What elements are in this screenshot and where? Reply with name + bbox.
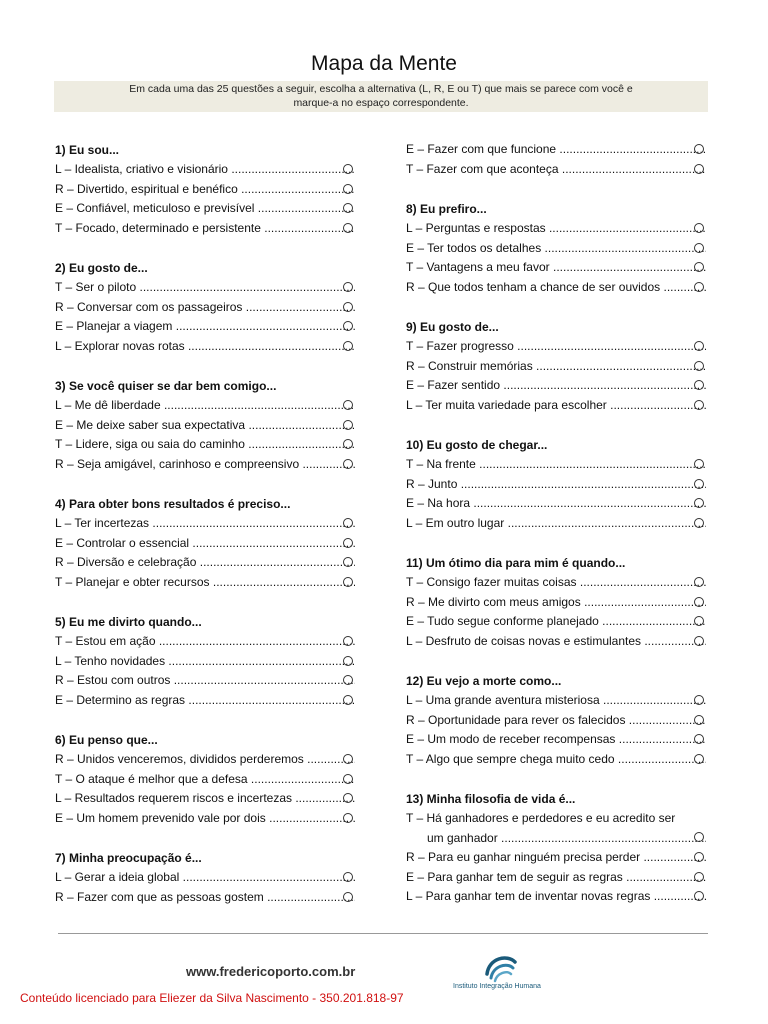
license-notice: Conteúdo licenciado para Eliezer da Silva Nascimento - 350.201.818-97 bbox=[20, 991, 404, 1005]
answer-option-label: R – Para eu ganhar ninguém precisa perder ..... bbox=[406, 848, 706, 868]
answer-option-label: R – Construir memórias ..... bbox=[406, 357, 706, 377]
wave-logo-icon bbox=[481, 948, 521, 984]
radio-circle-icon[interactable] bbox=[343, 400, 353, 410]
answer-option[interactable] bbox=[406, 711, 706, 731]
answer-option-label: E – Na hora ..... bbox=[406, 494, 706, 514]
radio-circle-icon[interactable] bbox=[343, 538, 353, 548]
answer-option[interactable] bbox=[406, 258, 706, 278]
answer-option-label: E – Fazer com que funcione ..... bbox=[406, 140, 706, 160]
radio-circle-icon[interactable] bbox=[694, 479, 704, 489]
answer-option-label: T – Estou em ação ..... bbox=[55, 632, 355, 652]
radio-circle-icon[interactable] bbox=[694, 891, 704, 901]
answer-option[interactable] bbox=[55, 553, 355, 573]
radio-circle-icon[interactable] bbox=[343, 420, 353, 430]
answer-option[interactable] bbox=[406, 455, 706, 475]
question-heading: 9) Eu gosto de... bbox=[406, 320, 499, 334]
answer-option[interactable] bbox=[55, 199, 355, 219]
radio-circle-icon[interactable] bbox=[343, 459, 353, 469]
answer-option-label: L – Em outro lugar ..... bbox=[406, 514, 706, 534]
logo-caption: Instituto Integração Humana bbox=[453, 983, 541, 990]
radio-circle-icon[interactable] bbox=[694, 223, 704, 233]
answer-option[interactable] bbox=[55, 219, 355, 239]
radio-circle-icon[interactable] bbox=[694, 577, 704, 587]
answer-option[interactable] bbox=[406, 612, 706, 632]
answer-option-label: R – Seja amigável, carinhoso e compreensivo ..... bbox=[55, 455, 355, 475]
answer-option-label: E – Controlar o essencial ..... bbox=[55, 534, 355, 554]
answer-option[interactable] bbox=[55, 455, 355, 475]
answer-option-label: L – Ter muita variedade para escolher ..... bbox=[406, 396, 706, 416]
answer-option[interactable] bbox=[406, 357, 706, 377]
radio-circle-icon[interactable] bbox=[343, 774, 353, 784]
radio-circle-icon[interactable] bbox=[694, 597, 704, 607]
radio-circle-icon[interactable] bbox=[694, 243, 704, 253]
answer-option[interactable] bbox=[55, 317, 355, 337]
radio-circle-icon[interactable] bbox=[343, 341, 353, 351]
answer-option[interactable] bbox=[406, 376, 706, 396]
spacer bbox=[406, 533, 706, 553]
answer-option-label: R – Conversar com os passageiros ..... bbox=[55, 298, 355, 318]
radio-circle-icon[interactable] bbox=[694, 715, 704, 725]
answer-option-label: T – Algo que sempre chega muito cedo ..... bbox=[406, 750, 706, 770]
question-heading: 1) Eu sou... bbox=[55, 143, 120, 157]
answer-option[interactable] bbox=[406, 475, 706, 495]
radio-circle-icon[interactable] bbox=[343, 557, 353, 567]
answer-option-label: L – Perguntas e respostas ..... bbox=[406, 219, 706, 239]
answer-option-label: E – Um homem prevenido vale por dois ..... bbox=[55, 809, 355, 829]
answer-option[interactable] bbox=[55, 750, 355, 770]
radio-circle-icon[interactable] bbox=[694, 262, 704, 272]
question-heading: 12) Eu vejo a morte como... bbox=[406, 674, 562, 688]
answer-option-label: E – Ter todos os detalhes ..... bbox=[406, 239, 706, 259]
answer-option-label: T – Há ganhadores e perdedores e eu acredito ser bbox=[406, 811, 676, 825]
question-heading: 3) Se você quiser se dar bem comigo... bbox=[55, 379, 277, 393]
radio-circle-icon[interactable] bbox=[343, 577, 353, 587]
answer-option-label: L – Para ganhar tem de inventar novas regras ..... bbox=[406, 887, 706, 907]
answer-option[interactable] bbox=[55, 789, 355, 809]
answer-option[interactable] bbox=[406, 868, 706, 888]
answer-option[interactable] bbox=[55, 573, 355, 593]
answer-option-label: R – Divertido, espiritual e benéfico ..... bbox=[55, 180, 355, 200]
answer-option[interactable] bbox=[406, 691, 706, 711]
spacer bbox=[406, 415, 706, 435]
spacer bbox=[55, 474, 355, 494]
radio-circle-icon[interactable] bbox=[694, 498, 704, 508]
answer-option-label: E – Para ganhar tem de seguir as regras ..... bbox=[406, 868, 706, 888]
answer-option[interactable] bbox=[55, 160, 355, 180]
answer-option[interactable] bbox=[406, 887, 706, 907]
answer-option-label: R – Que todos tenham a chance de ser ouvidos ..... bbox=[406, 278, 706, 298]
answer-option[interactable] bbox=[406, 219, 706, 239]
spacer bbox=[406, 179, 706, 199]
radio-circle-icon[interactable] bbox=[343, 636, 353, 646]
question-heading: 13) Minha filosofia de vida é... bbox=[406, 792, 576, 806]
answer-option[interactable] bbox=[55, 868, 355, 888]
answer-option[interactable] bbox=[406, 593, 706, 613]
answer-option-label: T – Na frente ..... bbox=[406, 455, 706, 475]
answer-option[interactable] bbox=[55, 770, 355, 790]
answer-option-label: E – Confiável, meticuloso e previsível ..... bbox=[55, 199, 355, 219]
answer-option-label: L – Gerar a ideia global ..... bbox=[55, 868, 355, 888]
radio-circle-icon[interactable] bbox=[694, 852, 704, 862]
radio-circle-icon[interactable] bbox=[694, 616, 704, 626]
answer-option-label: T – Focado, determinado e persistente ..... bbox=[55, 219, 355, 239]
answer-option-label: T – Ser o piloto ..... bbox=[55, 278, 355, 298]
answer-option-label: T – Planejar e obter recursos ..... bbox=[55, 573, 355, 593]
answer-option-label: R – Diversão e celebração ..... bbox=[55, 553, 355, 573]
question-heading: 8) Eu prefiro... bbox=[406, 202, 487, 216]
radio-circle-icon[interactable] bbox=[343, 302, 353, 312]
spacer bbox=[406, 651, 706, 671]
answer-option[interactable] bbox=[406, 750, 706, 770]
radio-circle-icon[interactable] bbox=[694, 459, 704, 469]
answer-option[interactable] bbox=[406, 239, 706, 259]
radio-circle-icon[interactable] bbox=[694, 164, 704, 174]
radio-circle-icon[interactable] bbox=[343, 754, 353, 764]
instructions-line-1: Em cada uma das 25 questões a seguir, escolha a alternativa (L, R, E ou T) que mais se parece com você e bbox=[129, 83, 633, 95]
radio-circle-icon[interactable] bbox=[694, 518, 704, 528]
radio-circle-icon[interactable] bbox=[694, 695, 704, 705]
answer-option-label: L – Resultados requerem riscos e incertezas ..... bbox=[55, 789, 355, 809]
right-column bbox=[406, 140, 706, 907]
answer-option-label: L – Me dê liberdade ..... bbox=[55, 396, 355, 416]
footer-divider bbox=[58, 933, 708, 934]
spacer bbox=[406, 769, 706, 789]
answer-option[interactable] bbox=[406, 573, 706, 593]
answer-option[interactable] bbox=[55, 278, 355, 298]
spacer bbox=[55, 710, 355, 730]
answer-option[interactable] bbox=[55, 534, 355, 554]
radio-circle-icon[interactable] bbox=[343, 223, 353, 233]
instructions-band bbox=[54, 81, 708, 112]
radio-circle-icon[interactable] bbox=[343, 282, 353, 292]
answer-option-label: E – Planejar a viagem ..... bbox=[55, 317, 355, 337]
question-heading: 6) Eu penso que... bbox=[55, 733, 158, 747]
answer-option[interactable] bbox=[406, 514, 706, 534]
answer-option-label: E – Determino as regras ..... bbox=[55, 691, 355, 711]
answer-option-label: R – Estou com outros ..... bbox=[55, 671, 355, 691]
radio-circle-icon[interactable] bbox=[343, 813, 353, 823]
question-heading: 10) Eu gosto de chegar... bbox=[406, 438, 548, 452]
radio-circle-icon[interactable] bbox=[694, 832, 704, 842]
answer-option-label-continued: um ganhador ..... bbox=[406, 829, 706, 849]
answer-option[interactable] bbox=[406, 140, 706, 160]
answer-option-label: T – Fazer com que aconteça ..... bbox=[406, 160, 706, 180]
spacer bbox=[55, 238, 355, 258]
answer-option[interactable] bbox=[406, 396, 706, 416]
radio-circle-icon[interactable] bbox=[694, 380, 704, 390]
answer-option[interactable] bbox=[55, 416, 355, 436]
answer-option[interactable] bbox=[55, 632, 355, 652]
answer-option-label: T – Fazer progresso ..... bbox=[406, 337, 706, 357]
radio-circle-icon[interactable] bbox=[343, 695, 353, 705]
answer-option[interactable] bbox=[406, 160, 706, 180]
left-column bbox=[55, 140, 355, 907]
answer-option[interactable] bbox=[55, 691, 355, 711]
question-heading: 2) Eu gosto de... bbox=[55, 261, 148, 275]
answer-option[interactable] bbox=[55, 671, 355, 691]
radio-circle-icon[interactable] bbox=[694, 361, 704, 371]
answer-option-label: E – Fazer sentido ..... bbox=[406, 376, 706, 396]
spacer bbox=[55, 592, 355, 612]
answer-option-label: R – Oportunidade para rever os falecidos ..... bbox=[406, 711, 706, 731]
radio-circle-icon[interactable] bbox=[343, 872, 353, 882]
answer-option[interactable] bbox=[55, 888, 355, 908]
question-heading: 11) Um ótimo dia para mim é quando... bbox=[406, 556, 626, 570]
question-heading: 7) Minha preocupação é... bbox=[55, 851, 202, 865]
question-heading: 5) Eu me divirto quando... bbox=[55, 615, 202, 629]
answer-option-label: T – Vantagens a meu favor ..... bbox=[406, 258, 706, 278]
instructions-line-2: marque-a no espaço correspondente. bbox=[293, 97, 469, 109]
answer-option-label: R – Me divirto com meus amigos ..... bbox=[406, 593, 706, 613]
answer-option[interactable] bbox=[406, 278, 706, 298]
answer-option-label: L – Tenho novidades ..... bbox=[55, 652, 355, 672]
answer-option-label: E – Um modo de receber recompensas ..... bbox=[406, 730, 706, 750]
answer-option-label: T – Consigo fazer muitas coisas ..... bbox=[406, 573, 706, 593]
answer-option-label: L – Idealista, criativo e visionário ..... bbox=[55, 160, 355, 180]
answer-option[interactable] bbox=[406, 809, 706, 848]
radio-circle-icon[interactable] bbox=[343, 321, 353, 331]
answer-option[interactable] bbox=[406, 494, 706, 514]
answer-option[interactable] bbox=[406, 848, 706, 868]
radio-circle-icon[interactable] bbox=[694, 282, 704, 292]
radio-circle-icon[interactable] bbox=[343, 656, 353, 666]
spacer bbox=[55, 356, 355, 376]
answer-option-label: L – Uma grande aventura misteriosa ..... bbox=[406, 691, 706, 711]
radio-circle-icon[interactable] bbox=[694, 400, 704, 410]
answer-option[interactable] bbox=[55, 514, 355, 534]
radio-circle-icon[interactable] bbox=[694, 144, 704, 154]
answer-option[interactable] bbox=[406, 337, 706, 357]
radio-circle-icon[interactable] bbox=[694, 734, 704, 744]
radio-circle-icon[interactable] bbox=[694, 636, 704, 646]
answer-option-label: E – Tudo segue conforme planejado ..... bbox=[406, 612, 706, 632]
answer-option-label: E – Me deixe saber sua expectativa ..... bbox=[55, 416, 355, 436]
answer-option-label: R – Junto ..... bbox=[406, 475, 706, 495]
answer-option[interactable] bbox=[55, 337, 355, 357]
question-heading: 4) Para obter bons resultados é preciso... bbox=[55, 497, 291, 511]
answer-option-label: R – Unidos venceremos, divididos perderemos ..... bbox=[55, 750, 355, 770]
answer-option[interactable] bbox=[406, 730, 706, 750]
answer-option[interactable] bbox=[55, 809, 355, 829]
answer-option-label: T – O ataque é melhor que a defesa ..... bbox=[55, 770, 355, 790]
radio-circle-icon[interactable] bbox=[343, 675, 353, 685]
spacer bbox=[55, 828, 355, 848]
radio-circle-icon[interactable] bbox=[343, 518, 353, 528]
answer-option-label: R – Fazer com que as pessoas gostem ..... bbox=[55, 888, 355, 908]
answer-option[interactable] bbox=[55, 396, 355, 416]
answer-option-label: T – Lidere, siga ou saia do caminho ..... bbox=[55, 435, 355, 455]
answer-option-label: L – Explorar novas rotas ..... bbox=[55, 337, 355, 357]
radio-circle-icon[interactable] bbox=[343, 164, 353, 174]
answer-option-label: L – Ter incertezas ..... bbox=[55, 514, 355, 534]
radio-circle-icon[interactable] bbox=[343, 892, 353, 902]
radio-circle-icon[interactable] bbox=[343, 439, 353, 449]
answer-option[interactable] bbox=[55, 652, 355, 672]
radio-circle-icon[interactable] bbox=[694, 341, 704, 351]
radio-circle-icon[interactable] bbox=[343, 203, 353, 213]
answer-option[interactable] bbox=[55, 435, 355, 455]
radio-circle-icon[interactable] bbox=[694, 754, 704, 764]
page-title: Mapa da Mente bbox=[311, 52, 457, 75]
radio-circle-icon[interactable] bbox=[694, 872, 704, 882]
website-link[interactable]: www.fredericoporto.com.br bbox=[186, 964, 356, 979]
answer-option[interactable] bbox=[406, 632, 706, 652]
radio-circle-icon[interactable] bbox=[343, 184, 353, 194]
answer-option-label: L – Desfruto de coisas novas e estimulantes ..... bbox=[406, 632, 706, 652]
answer-option[interactable] bbox=[55, 180, 355, 200]
spacer bbox=[406, 297, 706, 317]
answer-option[interactable] bbox=[55, 298, 355, 318]
radio-circle-icon[interactable] bbox=[343, 793, 353, 803]
